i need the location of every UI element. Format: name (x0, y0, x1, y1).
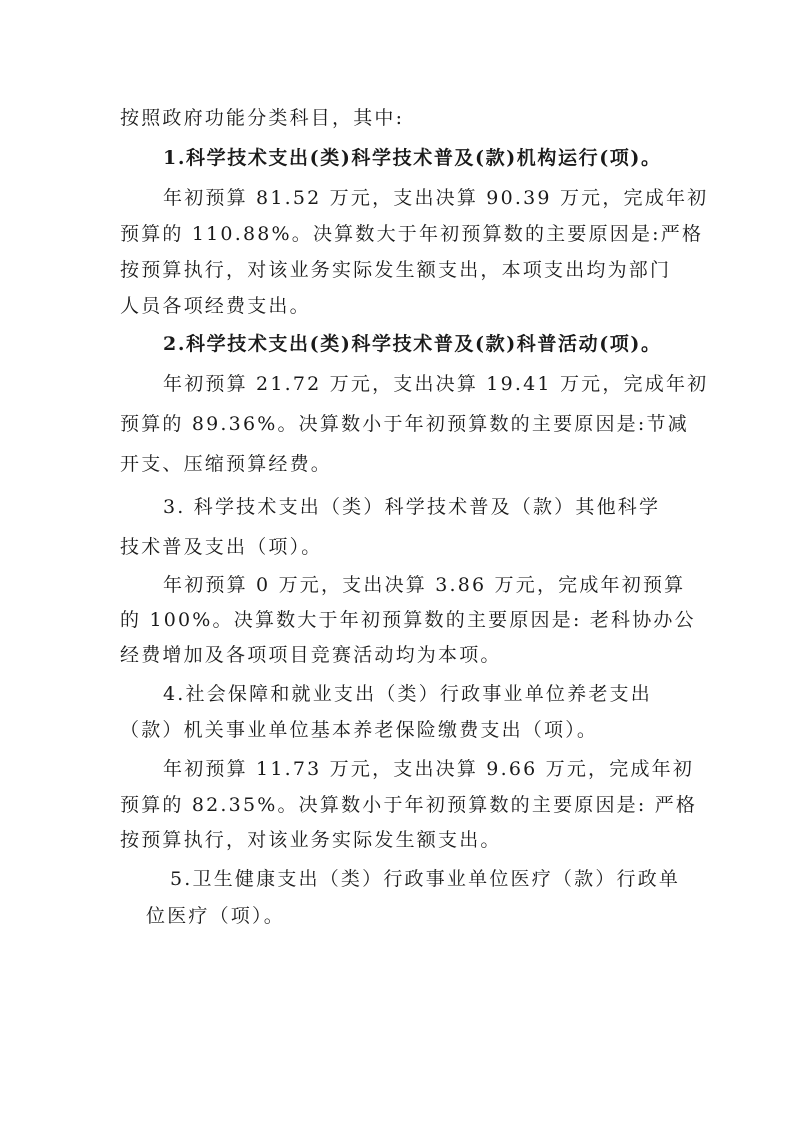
section-1-body-line-4: 人员各项经费支出。 (120, 295, 311, 317)
section-2-heading: 2.科学技术支出(类)科学技术普及(款)科普活动(项)。 (163, 333, 662, 355)
section-4-body-line-3: 按预算执行，对该业务实际发生额支出。 (120, 829, 502, 851)
section-3-body-line-3: 经费增加及各项项目竞赛活动均为本项。 (120, 644, 502, 666)
intro-text: 按照政府功能分类科目，其中: (120, 107, 405, 129)
section-4-heading-line-1: 4.社会保障和就业支出（类）行政事业单位养老支出 (163, 683, 652, 705)
section-3-body-line-1: 年初预算 0 万元，支出决算 3.86 万元，完成年初预算 (163, 574, 686, 596)
section-1-body-line-1: 年初预算 81.52 万元，支出决算 90.39 万元，完成年初 (163, 187, 709, 209)
section-2-body-line-2: 预算的 89.36%。决算数小于年初预算数的主要原因是:节减 (120, 413, 689, 435)
section-2-body-line-3: 开支、压缩预算经费。 (120, 453, 333, 475)
section-1-body-line-2: 预算的 110.88%。决算数大于年初预算数的主要原因是:严格 (120, 223, 704, 245)
section-3-heading-line-1: 3. 科学技术支出（类）科学技术普及（款）其他科学 (163, 496, 661, 518)
section-3-body-line-2: 的 100%。决算数大于年初预算数的主要原因是: 老科协办公 (120, 609, 696, 631)
section-3-heading-line-2: 技术普及支出（项）。 (120, 536, 323, 558)
section-4-body-line-2: 预算的 82.35%。决算数小于年初预算数的主要原因是: 严格 (120, 794, 698, 816)
section-1-body-line-3: 按预算执行，对该业务实际发生额支出，本项支出均为部门 (120, 259, 672, 281)
section-1-heading: 1.科学技术支出(类)科学技术普及(款)机构运行(项)。 (163, 147, 662, 169)
section-5-heading-line-1: 5.卫生健康支出（类）行政事业单位医疗（款）行政单 (170, 868, 681, 890)
section-2-body-line-1: 年初预算 21.72 万元，支出决算 19.41 万元，完成年初 (163, 373, 709, 395)
section-4-heading-line-2: （款）机关事业单位基本养老保险缴费支出（项）。 (120, 719, 599, 741)
section-5-heading-line-2: 位医疗（项）。 (146, 905, 285, 927)
section-4-body-line-1: 年初预算 11.73 万元，支出决算 9.66 万元，完成年初 (163, 758, 695, 780)
